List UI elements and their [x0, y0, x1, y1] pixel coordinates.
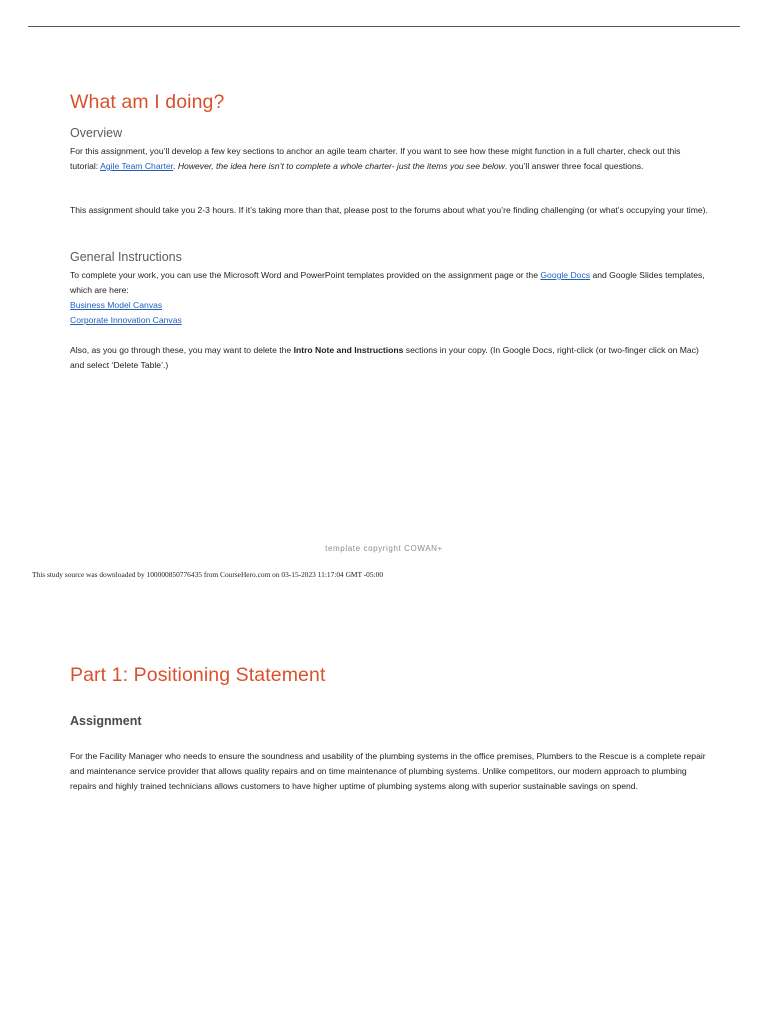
- download-note: This study source was downloaded by 100000850776435 from CourseHero.com on 03-15-2023 11:17:04 GMT -05:00: [32, 570, 384, 579]
- corporate-innovation-canvas-link[interactable]: Corporate Innovation Canvas: [70, 315, 182, 325]
- also-text-1: Also, as you go through these, you may want to delete the: [70, 345, 294, 355]
- overview-text-1: For this assignment, you’ll develop a few key sections to anchor an agile team charter. If you want to see how these might function in a full charter, check out this tutorial:: [70, 146, 681, 171]
- positioning-statement-body: For the Facility Manager who needs to ensure the soundness and usability of the plumbing systems in the office premises, Plumbers to the Rescue is a complete repair and maintenance service provider that allows quality repairs and on time maintenance of plumbing systems. Unlike competitors, our modern approach to plumbing repairs and highly trained technicians allows customers to have higher uptime of plumbing systems along with superior sustainable savings on spend.: [70, 751, 706, 791]
- intro-note-bold: Intro Note and Instructions: [293, 345, 404, 355]
- top-divider: [28, 26, 740, 27]
- general-text-1: To complete your work, you can use the Microsoft Word and PowerPoint templates provided on the assignment page or the: [70, 270, 541, 280]
- overview-italic-note: However, the idea here isn’t to complete a whole charter- just the items you see below: [177, 161, 505, 171]
- assignment-heading: Assignment: [70, 714, 142, 728]
- general-text-2: and Google Slides templates, which are here:: [70, 270, 705, 295]
- time-estimate-paragraph: This assignment should take you 2-3 hours. If it’s taking more than that, please post to the forums about what you’re finding challenging (or what’s occupying your time).: [70, 205, 708, 215]
- general-instructions-heading: General Instructions: [70, 250, 182, 264]
- template-copyright: template copyright COWAN+: [325, 544, 443, 553]
- overview-paragraph: [70, 144, 710, 174]
- section-title-positioning-statement: Part 1: Positioning Statement: [70, 664, 326, 686]
- overview-heading: Overview: [70, 126, 123, 140]
- also-text-2: sections in your copy. (In Google Docs, right-click (or two-finger click on Mac) and select ‘Delete Table’.): [70, 345, 699, 370]
- section-title-what-am-i-doing: What am I doing?: [70, 91, 225, 113]
- general-instructions-paragraph: [70, 268, 710, 298]
- template-links-list: [70, 298, 710, 328]
- google-docs-link[interactable]: Google Docs: [540, 270, 591, 280]
- delete-table-paragraph: [70, 343, 710, 373]
- overview-text-3: . you’ll answer three focal questions.: [504, 161, 644, 171]
- business-model-canvas-link[interactable]: Business Model Canvas: [70, 300, 163, 310]
- overview-text-2: .: [173, 161, 178, 171]
- agile-team-charter-link[interactable]: Agile Team Charter: [100, 161, 174, 171]
